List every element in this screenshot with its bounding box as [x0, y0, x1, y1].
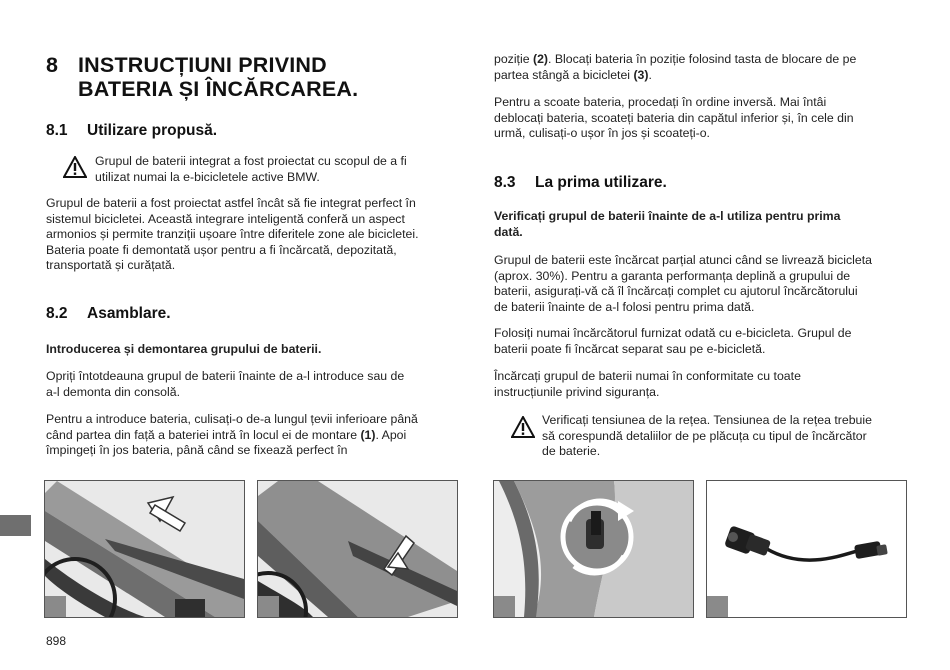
paragraph-continued: poziție (2). Blocați bateria în poziție folosind tasta de blocare de pe partea stângă a bicicletei (3). [494, 52, 857, 82]
image-label-box [258, 596, 279, 617]
section-heading-8-3 [494, 174, 667, 192]
paragraph-8-3-b: Folosiți numai încărcătorul furnizat odată cu e-bicicleta. Grupul de baterii poate fi încărcat separat sau pe e-bicicletă. [494, 326, 852, 356]
section-number: 8.3 [494, 174, 516, 191]
warning-triangle-icon [63, 156, 87, 178]
chapter-tab-marker [0, 515, 31, 536]
paragraph-8-1: Grupul de baterii a fost proiectat astfel încât să fie integrat perfect în sistemul bicicletei. Această integrare inteligentă conferă un aspect armonios și permite tranziții ușoare între diferitele zone ale bicicletei. Bateria poate fi demontată ușor pentru a fi încărcată, depozitată, transportată și curățată. [46, 196, 419, 273]
section-title: La prima utilizare. [535, 174, 667, 191]
chapter-title-line1: INSTRUCȚIUNI PRIVIND [78, 53, 327, 77]
paragraph-8-3-c: Încărcați grupul de baterii numai în conformitate cu toate instrucțiunile privind siguranța. [494, 369, 801, 399]
paragraph-remove-battery: Pentru a scoate bateria, procedați în ordine inversă. Mai întâi deblocați bateria, scoateți bateria din capătul inferior și, în cele din urmă, culisați-o ușor în jos și scoateți-o. [494, 95, 854, 141]
section-heading-8-2 [46, 305, 171, 323]
image-battery-push-down [257, 480, 458, 618]
image-label-box [45, 596, 66, 617]
warning-triangle-icon [511, 416, 535, 438]
chapter-heading [46, 52, 466, 104]
warning-text-8-1: Grupul de baterii integrat a fost proiectat cu scopul de a fi utilizat numai la e-bicicletele active BMW. [95, 154, 407, 184]
section-number: 8.1 [46, 122, 68, 139]
image-label-box [707, 596, 728, 617]
subheading-8-3: Verificați grupul de baterii înainte de a-l utiliza pentru prima dată. [494, 209, 841, 239]
page-number: 898 [46, 634, 67, 648]
paragraph-8-2-b: Pentru a introduce bateria, culisați-o de-a lungul țevii inferioare până când partea din față a bateriei intră în locul ei de montare (1). Apoi împingeți în jos bateria, până când se fixează perfect în [46, 412, 418, 458]
section-title: Utilizare propusă. [87, 122, 218, 139]
section-heading-8-1 [46, 122, 217, 140]
paragraph-8-3-a: Grupul de baterii este încărcat parțial atunci când se livrează bicicleta (aprox. 30%). Pentru a garanta performanța deplină a grupului de baterii, asigurați-vă că îl încărcați complet cu ajutorul încărcătorului de baterii înainte de a-l folosi pentru prima dată. [494, 253, 872, 314]
chapter-number: 8 [46, 53, 59, 77]
image-charger-cable [706, 480, 907, 618]
image-label-box [494, 596, 515, 617]
subheading-8-2: Introducerea și demontarea grupului de baterii. [46, 342, 322, 356]
image-lock-key [493, 480, 694, 618]
section-title: Asamblare. [87, 305, 171, 322]
section-number: 8.2 [46, 305, 68, 322]
paragraph-8-2-a: Opriți întotdeauna grupul de baterii înainte de a-l introduce sau de a-l demonta din consolă. [46, 369, 405, 399]
image-battery-insert [44, 480, 245, 618]
warning-text-8-3: Verificați tensiunea de la rețea. Tensiunea de la rețea trebuie să corespundă detaliilor de pe plăcuța cu tipul de încărcător de baterie. [542, 413, 872, 459]
chapter-title-line2: BATERIA ȘI ÎNCĂRCAREA. [78, 77, 359, 101]
